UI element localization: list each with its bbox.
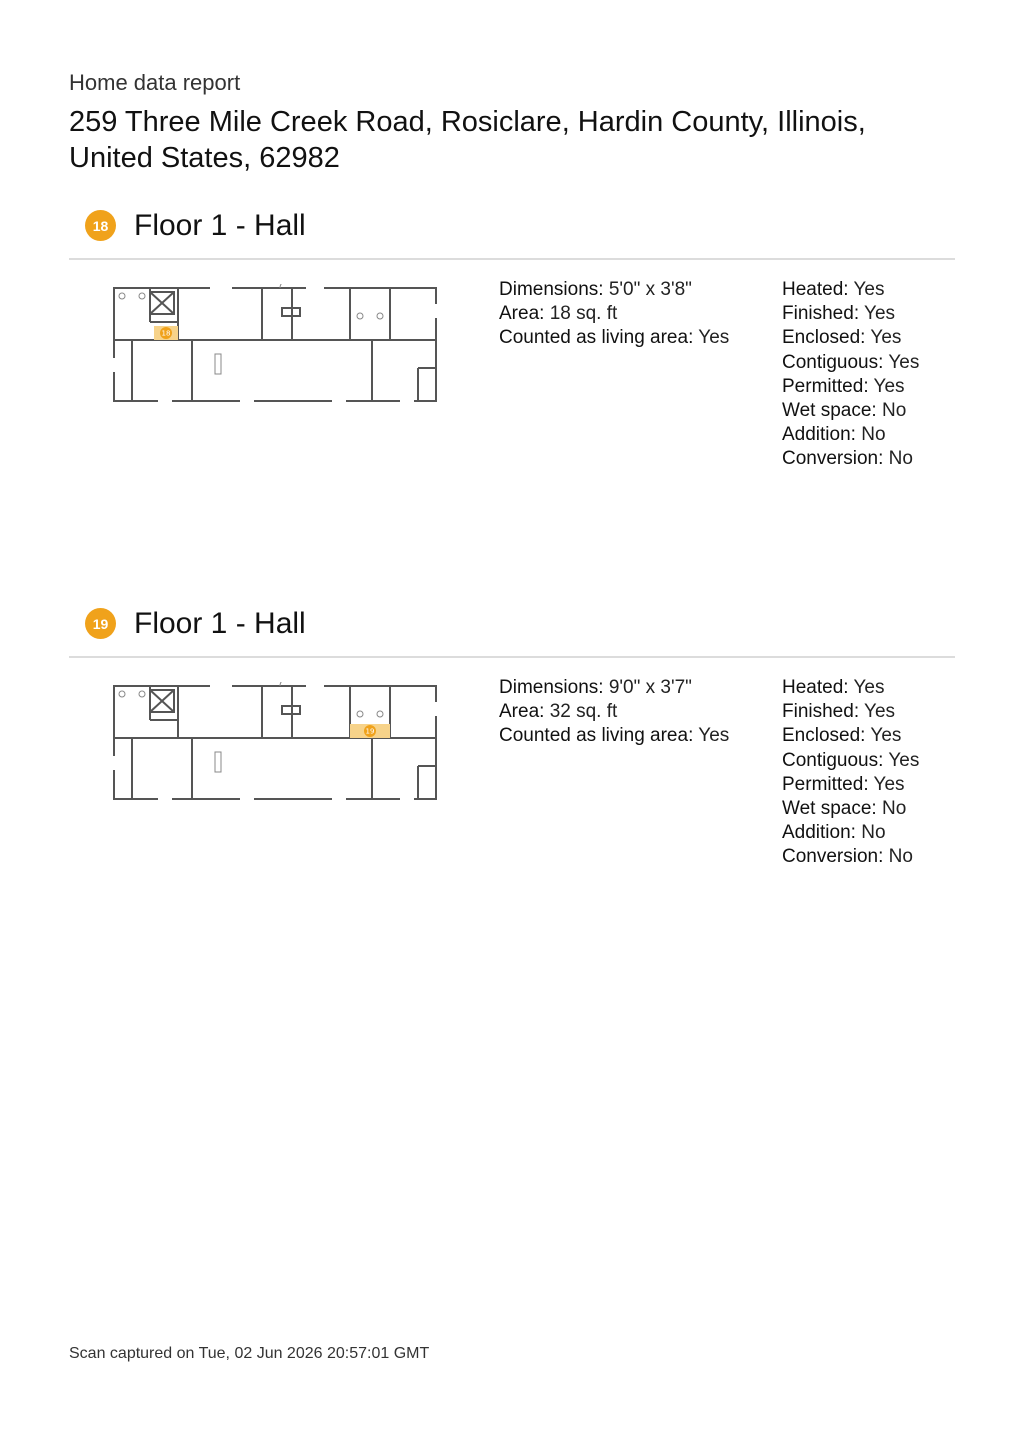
floor-label: Floor 1 — [134, 209, 228, 242]
attribute-value: Yes — [870, 725, 902, 747]
room-title — [134, 208, 306, 244]
attribute-value: No — [888, 846, 913, 868]
attribute-row — [782, 773, 919, 797]
attribute-label: Addition : — [782, 822, 856, 843]
detail-value: Yes — [698, 725, 730, 747]
attribute-value: Yes — [873, 375, 905, 397]
attribute-label: Contiguous : — [782, 352, 883, 373]
room-marker-label: 19 — [365, 727, 375, 736]
attribute-row — [782, 375, 919, 399]
attribute-row — [782, 278, 919, 302]
room-header — [69, 202, 955, 262]
room-number-badge: 18 — [85, 210, 116, 241]
attribute-value: No — [881, 798, 907, 820]
attribute-row — [782, 797, 919, 821]
attribute-label: Finished : — [782, 701, 859, 722]
attribute-label: Finished : — [782, 303, 859, 324]
detail-value: Yes — [698, 327, 730, 349]
detail-row — [499, 724, 729, 748]
attribute-label: Heated : — [782, 677, 849, 698]
attribute-row — [782, 724, 919, 748]
attribute-value: No — [861, 822, 886, 844]
room-section-19 — [0, 600, 1024, 900]
attribute-label: Enclosed : — [782, 725, 865, 746]
detail-row — [499, 302, 729, 326]
scan-timestamp: Scan captured on Tue, 02 Jun 2026 20:57:01 GMT — [69, 1345, 430, 1362]
report-label: Home data report — [69, 70, 241, 95]
room-title — [134, 606, 306, 642]
property-address: 259 Three Mile Creek Road, Rosiclare, Hardin County, Illinois, United States, 62982 — [69, 106, 866, 174]
detail-row — [499, 278, 729, 302]
attribute-value: Yes — [870, 327, 902, 349]
attribute-row — [782, 700, 919, 724]
detail-label: Dimensions : — [499, 677, 604, 698]
attribute-value: Yes — [888, 749, 920, 771]
floor-plan-thumbnail — [110, 284, 440, 406]
room-name: Hall — [254, 209, 306, 242]
attribute-row — [782, 351, 919, 375]
attribute-label: Wet space : — [782, 400, 877, 421]
detail-row — [499, 326, 729, 350]
attribute-label: Permitted : — [782, 376, 869, 397]
room-measurements — [499, 676, 729, 749]
room-number-badge: 19 — [85, 608, 116, 639]
room-marker-label: 18 — [161, 329, 171, 338]
attribute-row — [782, 821, 919, 845]
attribute-row — [782, 749, 919, 773]
attribute-label: Conversion : — [782, 448, 883, 469]
attribute-row — [782, 676, 919, 700]
room-attributes — [782, 278, 919, 472]
attribute-value: No — [888, 448, 913, 470]
title-separator: - — [227, 607, 255, 640]
floor-label: Floor 1 — [134, 607, 228, 640]
detail-label: Counted as living area : — [499, 327, 693, 348]
attribute-value: Yes — [864, 303, 896, 325]
attribute-value: Yes — [853, 677, 885, 698]
attribute-label: Heated : — [782, 279, 849, 300]
section-divider — [69, 258, 955, 260]
detail-label: Area : — [499, 701, 544, 722]
plan-outline — [114, 686, 436, 799]
attribute-value: Yes — [888, 351, 920, 373]
attribute-value: Yes — [873, 773, 905, 795]
detail-row — [499, 676, 729, 700]
attribute-row — [782, 399, 919, 423]
section-divider — [69, 656, 955, 658]
floor-plan-thumbnail — [110, 682, 440, 804]
detail-label: Counted as living area : — [499, 725, 693, 746]
detail-label: Area : — [499, 303, 544, 324]
attribute-value: No — [861, 424, 886, 446]
room-name: Hall — [254, 607, 306, 640]
attribute-label: Wet space : — [782, 798, 877, 819]
attribute-value: Yes — [853, 279, 885, 300]
attribute-row — [782, 302, 919, 326]
detail-row — [499, 700, 729, 724]
attribute-row — [782, 423, 919, 447]
detail-value: 18 sq. ft — [549, 303, 618, 325]
detail-value: 9'0" x 3'7" — [608, 677, 692, 698]
detail-value: 32 sq. ft — [549, 701, 618, 723]
room-measurements — [499, 278, 729, 351]
attribute-row — [782, 447, 919, 471]
plan-outline — [114, 288, 436, 401]
attribute-row — [782, 326, 919, 350]
attribute-label: Permitted : — [782, 774, 869, 795]
title-separator: - — [227, 209, 255, 242]
room-header — [69, 600, 955, 660]
room-section-18 — [0, 202, 1024, 502]
attribute-label: Contiguous : — [782, 750, 883, 771]
attribute-value: Yes — [864, 701, 896, 723]
attribute-value: No — [881, 400, 907, 422]
attribute-label: Conversion : — [782, 846, 883, 867]
room-attributes — [782, 676, 919, 870]
attribute-label: Enclosed : — [782, 327, 865, 348]
detail-label: Dimensions : — [499, 279, 604, 300]
attribute-row — [782, 845, 919, 869]
attribute-label: Addition : — [782, 424, 856, 445]
detail-value: 5'0" x 3'8" — [608, 279, 692, 300]
